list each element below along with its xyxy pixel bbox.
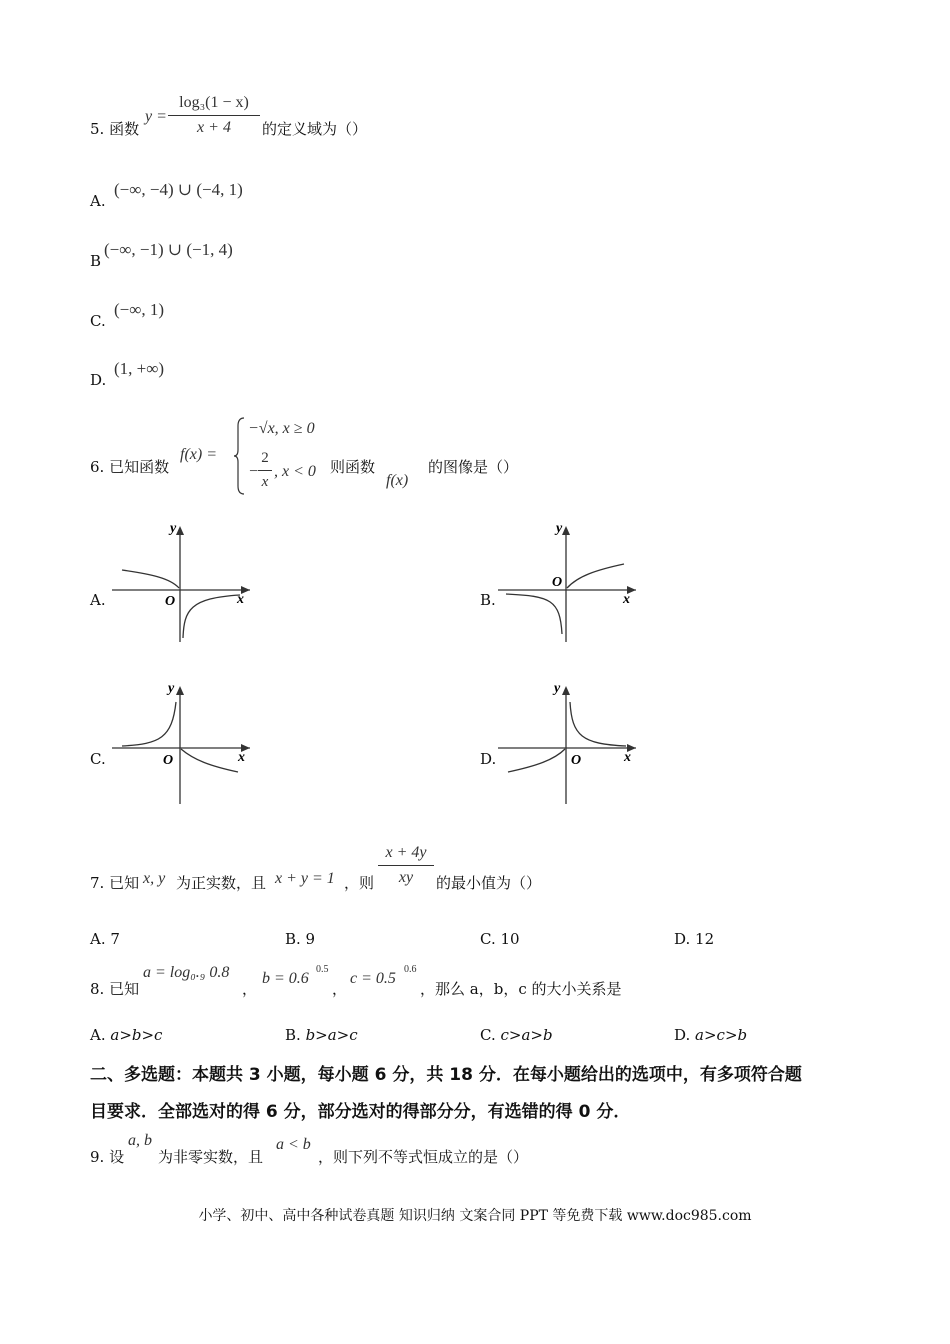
q5-option-b-value: (−∞, −1) ∪ (−1, 4) <box>104 240 233 259</box>
graph-b <box>496 518 646 646</box>
q9-prefix: 9. 设 <box>90 1148 125 1166</box>
q5-option-c-label: C. <box>90 312 106 330</box>
q7-vars: x, y <box>143 870 166 887</box>
q8-c-def-exp: 0.6 <box>404 964 417 975</box>
q5-option-c-value: (−∞, 1) <box>114 300 165 319</box>
graph-c-right-curve <box>181 749 238 772</box>
q8-a-def: a = log₀.₉ 0.8 <box>143 964 230 981</box>
graph-d-origin: O <box>571 753 582 768</box>
q8-b-def-exp: 0.5 <box>316 964 329 975</box>
q8-suffix: ，那么 a，b，c 的大小关系是 <box>420 980 622 998</box>
q8-option-b <box>285 1026 358 1044</box>
graph-b-right-curve <box>567 564 624 588</box>
graph-a-y-label: y <box>170 521 177 536</box>
graph-d-y-label: y <box>554 681 561 696</box>
q8-option-d <box>674 1026 747 1044</box>
graph-d <box>496 678 646 806</box>
q5-fraction <box>168 94 260 137</box>
graph-a-x-label: x <box>237 592 244 607</box>
q5-option-b-label: B <box>90 252 102 270</box>
graph-c <box>110 678 260 806</box>
q7-option-d: D. 12 <box>674 930 715 948</box>
footer-text: 小学、初中、高中各种试卷真题 知识归纳 文案合同 PPT 等免费下载 www.doc985.com <box>198 1208 752 1224</box>
q9-cond: a < b <box>276 1136 311 1153</box>
q6-case2-fraction <box>258 450 272 491</box>
q6-case2-num: 2 <box>261 450 269 466</box>
q5-option-a-value: (−∞, −4) ∪ (−4, 1) <box>114 180 243 199</box>
q7-denominator: xy <box>398 869 414 886</box>
q6-case2-cond: , x < 0 <box>274 463 316 480</box>
q8-option-d-value: a>c>b <box>695 1026 748 1044</box>
q5-option-d-value: (1, +∞) <box>114 359 165 378</box>
graph-a <box>110 518 260 646</box>
graph-a-label: A. <box>90 591 106 609</box>
q5-denominator: x + 4 <box>197 119 231 136</box>
graph-d-x-label: x <box>624 750 631 765</box>
graph-c-x-label: x <box>238 750 245 765</box>
q7-fraction <box>378 844 434 887</box>
graph-a-left-curve <box>122 570 179 588</box>
graph-a-right-curve <box>183 595 240 638</box>
q9-mid: 为非零实数，且 <box>158 1148 264 1166</box>
q6-case2-minus: − <box>248 463 259 480</box>
q5-suffix: 的定义域为（） <box>262 120 368 138</box>
q6-fx: f(x) = <box>180 446 217 463</box>
q7-option-a: A. 7 <box>90 930 120 948</box>
q6-middle: 则函数 <box>330 458 376 476</box>
q8-prefix: 8. 已知 <box>90 980 140 998</box>
graph-b-y-arrow <box>562 526 570 535</box>
q7-mid1: 为正实数，且 <box>176 874 267 892</box>
graph-d-right-curve <box>570 702 626 746</box>
q8-option-c-value: c>a>b <box>500 1026 553 1044</box>
q8-option-b-label: B. <box>285 1026 306 1044</box>
q7-option-c: C. 10 <box>480 930 520 948</box>
q8-c-def-base: c = 0.5 <box>350 970 396 987</box>
q6-fx2: f(x) <box>386 472 409 489</box>
q8-comma-1: ， <box>242 980 258 998</box>
q6-suffix: 的图像是（） <box>428 458 519 476</box>
graph-b-label: B. <box>480 591 496 609</box>
q6-case1: −√x, x ≥ 0 <box>248 420 315 437</box>
graph-d-label: D. <box>480 750 497 768</box>
q7-cond: x + y = 1 <box>275 870 335 887</box>
q8-comma-2: ， <box>332 980 348 998</box>
q7-mid2: ，则 <box>344 874 375 892</box>
graph-b-y-label: y <box>556 521 563 536</box>
q9-suffix: ，则下列不等式恒成立的是（） <box>318 1148 529 1166</box>
graph-c-y-label: y <box>168 681 175 696</box>
graph-c-left-curve <box>122 702 176 746</box>
q5-option-a-label: A. <box>90 192 106 210</box>
q8-option-c <box>480 1026 553 1044</box>
q8-option-b-value: b>a>c <box>305 1026 358 1044</box>
graph-c-y-arrow <box>176 686 184 695</box>
q6-prefix: 6. 已知函数 <box>90 458 170 476</box>
q5-option-d-label: D. <box>90 371 107 389</box>
graph-b-x-label: x <box>623 592 630 607</box>
q5-numerator: log₃(1 − x) <box>179 94 249 111</box>
q7-suffix: 的最小值为（） <box>436 874 542 892</box>
section2-heading-line1: 二、多选题：本题共 3 小题，每小题 6 分，共 18 分．在每小题给出的选项中，有多项符合题 <box>90 1065 802 1085</box>
graph-d-left-curve <box>508 749 565 772</box>
graph-b-origin: O <box>552 575 563 590</box>
graph-b-left-curve <box>506 594 562 634</box>
q9-vars: a, b <box>128 1132 152 1149</box>
q8-option-d-label: D. <box>674 1026 696 1044</box>
section2-heading-line2: 目要求．全部选对的得 6 分，部分选对的得部分分，有选错的得 0 分． <box>90 1102 631 1122</box>
q5-y-eq: y = <box>145 108 167 125</box>
q8-option-a-value: a>b>c <box>110 1026 163 1044</box>
q6-case2-den: x <box>261 474 269 490</box>
q7-option-b: B. 9 <box>285 930 316 948</box>
graph-c-origin: O <box>163 753 174 768</box>
graph-d-y-arrow <box>562 686 570 695</box>
graph-a-origin: O <box>165 594 176 609</box>
q8-b-def-base: b = 0.6 <box>262 970 309 987</box>
graph-c-label: C. <box>90 750 106 768</box>
q6-brace <box>232 416 246 496</box>
q7-numerator: x + 4y <box>385 844 427 861</box>
graph-a-y-arrow <box>176 526 184 535</box>
q7-prefix: 7. 已知 <box>90 874 140 892</box>
q8-option-a-label: A. <box>90 1026 111 1044</box>
q8-option-a <box>90 1026 162 1044</box>
q8-option-c-label: C. <box>480 1026 501 1044</box>
q5-prefix: 5. 函数 <box>90 120 140 138</box>
